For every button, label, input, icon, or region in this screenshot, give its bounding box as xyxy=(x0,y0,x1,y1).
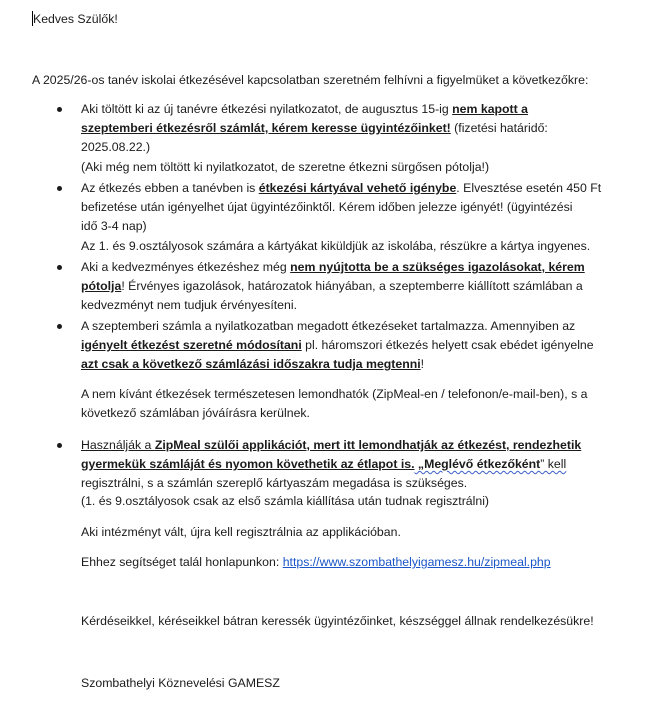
bullet-dot xyxy=(57,107,62,112)
signature: Szombathelyi Köznevelési GAMESZ xyxy=(81,676,280,690)
zipmeal-link[interactable]: https://www.szombathelyigamesz.hu/zipmeal.php xyxy=(282,555,551,569)
bullet-dot xyxy=(57,443,62,448)
bullet-2-line-1: Az étkezés ebben a tanévben is étkezési kártyával vehető igénybe. Elvesztése esetén 450 Ft xyxy=(81,181,602,195)
bullet-dot xyxy=(57,324,62,329)
greeting: Kedves Szülők! xyxy=(33,12,118,26)
bullet-5-line-3: regisztrálni, s a számlán szereplő kártyaszám megadása is szükséges. xyxy=(81,476,468,490)
intro-paragraph: A 2025/26-os tanév iskolai étkezésével kapcsolatban szeretném felhívni a figyelmüket a következőkre: xyxy=(32,73,589,87)
bullet-4-line-5: következő számlában jóváírásra kerülnek. xyxy=(81,406,310,420)
bullet-4-line-2: igényelt étkezést szeretné módosítani pl. háromszori étkezés helyett csak ebédet igényelne xyxy=(81,338,594,352)
bullet-4-line-4: A nem kívánt étkezések természetesen lemondhatók (ZipMeal-en / telefonon/e-mail-ben), s a xyxy=(81,387,588,401)
bullet-3-line-3: kedvezményt nem tudjuk érvényesíteni. xyxy=(81,298,297,312)
closing-paragraph: Kérdéseikkel, kéréseikkel bátran keressék ügyintézőinket, készséggel állnak rendelkezésükre! xyxy=(81,614,594,628)
bullet-5-line-5: Aki intézményt vált, újra kell regisztrálnia az applikációban. xyxy=(81,525,401,539)
bullet-5-line-4: (1. és 9.osztályosok csak az első számla kiállítása után tudnak regisztrálni) xyxy=(81,494,490,508)
bullet-4-line-1: A szeptemberi számla a nyilatkozatban megadott étkezéseket tartalmazza. Amennyiben az xyxy=(81,319,576,333)
bullet-2-line-4: Az 1. és 9.osztályosok számára a kártyákat kiküldjük az iskolába, részükre a kártya ingyenes. xyxy=(81,239,591,253)
bullet-3-line-2: pótolja! Érvényes igazolások, határozatok hiányában, a szeptemberre kiállított számlában a xyxy=(81,279,583,293)
bullet-2-line-2: befizetése után igényelhet újat ügyintézőinktől. Kérem időben jelezze igényét! (ügyintézési xyxy=(81,200,573,214)
bullet-2-line-3: idő 3-4 nap) xyxy=(81,219,147,233)
bullet-3-line-1: Aki a kedvezményes étkezéshez még nem nyújtotta be a szükséges igazolásokat, kérem xyxy=(81,260,585,274)
bullet-5-line-1: Használják a ZipMeal szülői applikációt, mert itt lemondhatják az étkezést, rendezhetik xyxy=(81,438,582,452)
bullet-1-line-1: Aki töltött ki az új tanévre étkezési nyilatkozatot, de augusztus 15-ig nem kapott a xyxy=(81,102,529,116)
bullet-1-line-4: (Aki még nem töltött ki nyilatkozatot, de szeretne étkezni sürgősen pótolja!) xyxy=(81,160,490,174)
bullet-dot xyxy=(57,186,62,191)
bullet-1-line-3: 2025.08.22.) xyxy=(81,140,151,154)
bullet-4-line-3: azt csak a következő számlázási időszakra tudja megtenni! xyxy=(81,357,425,371)
bullet-5-line-6: Ehhez segítséget talál honlapunkon: https://www.szombathelyigamesz.hu/zipmeal.php xyxy=(81,555,551,569)
bullet-5-line-2: gyermekük számláját és nyomon követhetik az étlapot is. „Meglévő étkezőként” kell xyxy=(81,457,567,471)
bullet-dot xyxy=(57,265,62,270)
bullet-1-line-2: szeptemberi étkezésről számlát, kérem keresse ügyintézőinket! (fizetési határidő: xyxy=(81,121,548,135)
